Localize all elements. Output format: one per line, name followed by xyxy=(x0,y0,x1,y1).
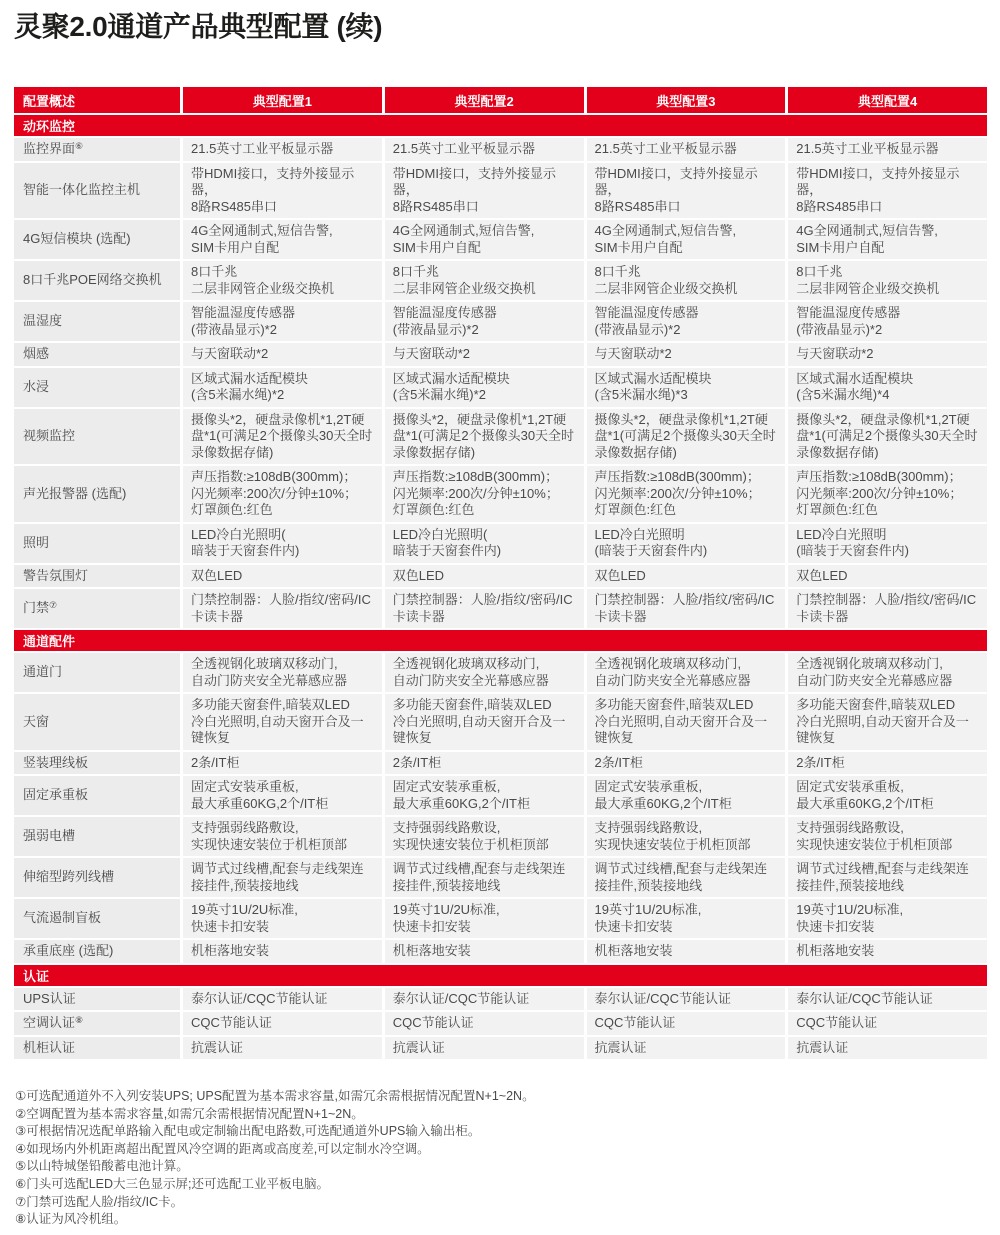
table-row xyxy=(14,466,987,522)
row-value: 智能温湿度传感器 (带液晶显示)*2 xyxy=(183,302,382,341)
row-value: 抗震认证 xyxy=(788,1037,987,1060)
row-value: 21.5英寸工业平板显示器 xyxy=(788,138,987,161)
row-value: 多功能天窗套件,暗装双LED 冷白光照明,自动天窗开合及一 键恢复 xyxy=(587,694,786,750)
row-value: 2条/IT柜 xyxy=(183,752,382,775)
header-cell-config-1: 典型配置1 xyxy=(183,87,382,113)
row-value: 泰尔认证/CQC节能认证 xyxy=(385,988,584,1011)
row-value: 区域式漏水适配模块 (含5米漏水绳)*2 xyxy=(183,368,382,407)
row-value: LED冷白光照明( 暗装于天窗套件内) xyxy=(183,524,382,563)
table-row xyxy=(14,368,987,407)
row-value: 机柜落地安装 xyxy=(385,940,584,963)
header-cell-config-3: 典型配置3 xyxy=(587,87,786,113)
config-table xyxy=(11,85,990,1061)
row-value: 全透视钢化玻璃双移动门, 自动门防夹安全光幕感应器 xyxy=(587,653,786,692)
row-value: 双色LED xyxy=(183,565,382,588)
row-value: 4G全网通制式,短信告警, SIM卡用户自配 xyxy=(183,220,382,259)
row-value: 双色LED xyxy=(587,565,786,588)
section-row xyxy=(14,115,987,136)
table-row xyxy=(14,343,987,366)
row-value: 全透视钢化玻璃双移动门, 自动门防夹安全光幕感应器 xyxy=(183,653,382,692)
row-value: 与天窗联动*2 xyxy=(183,343,382,366)
row-value: LED冷白光照明( 暗装于天窗套件内) xyxy=(385,524,584,563)
table-row xyxy=(14,988,987,1011)
row-value: 调节式过线槽,配套与走线架连 接挂件,预装接地线 xyxy=(587,858,786,897)
table-row xyxy=(14,858,987,897)
row-label: 8口千兆POE网络交换机 xyxy=(14,261,180,300)
table-row xyxy=(14,940,987,963)
row-label: 警告氛围灯 xyxy=(14,565,180,588)
footnotes xyxy=(15,1088,985,1229)
row-value: 双色LED xyxy=(385,565,584,588)
row-value: 调节式过线槽,配套与走线架连 接挂件,预装接地线 xyxy=(385,858,584,897)
row-value: 固定式安装承重板, 最大承重60KG,2个/IT柜 xyxy=(385,776,584,815)
row-label: 视频监控 xyxy=(14,409,180,465)
row-value: 19英寸1U/2U标准, 快速卡扣安装 xyxy=(788,899,987,938)
header-cell-overview: 配置概述 xyxy=(14,87,180,113)
row-value: 与天窗联动*2 xyxy=(587,343,786,366)
row-value: LED冷白光照明 (暗装于天窗套件内) xyxy=(788,524,987,563)
row-label: 气流遏制盲板 xyxy=(14,899,180,938)
table-row xyxy=(14,776,987,815)
row-value: 4G全网通制式,短信告警, SIM卡用户自配 xyxy=(385,220,584,259)
row-label: 伸缩型跨列线槽 xyxy=(14,858,180,897)
row-value: 多功能天窗套件,暗装双LED 冷白光照明,自动天窗开合及一 键恢复 xyxy=(788,694,987,750)
row-value: 抗震认证 xyxy=(183,1037,382,1060)
header-cell-config-4: 典型配置4 xyxy=(788,87,987,113)
row-value: 声压指数:≥108dB(300mm)； 闪光频率:200次/分钟±10%； 灯罩颜色:红色 xyxy=(183,466,382,522)
row-label: 智能一体化监控主机 xyxy=(14,163,180,219)
table-row xyxy=(14,302,987,341)
table-row xyxy=(14,163,987,219)
row-value: 摄像头*2，硬盘录像机*1,2T硬 盘*1(可满足2个摄像头30天全时 录像数据存储) xyxy=(788,409,987,465)
row-value: 支持强弱线路敷设, 实现快速安装位于机柜顶部 xyxy=(385,817,584,856)
row-value: 带HDMI接口，支持外接显示器， 8路RS485串口 xyxy=(385,163,584,219)
row-value: 19英寸1U/2U标准, 快速卡扣安装 xyxy=(587,899,786,938)
row-value: 抗震认证 xyxy=(587,1037,786,1060)
row-label: 通道门 xyxy=(14,653,180,692)
footnote-marker: ⑥ xyxy=(75,141,84,151)
row-value: 摄像头*2，硬盘录像机*1,2T硬 盘*1(可满足2个摄像头30天全时 录像数据存储) xyxy=(183,409,382,465)
table-row xyxy=(14,817,987,856)
row-value: 区域式漏水适配模块 (含5米漏水绳)*2 xyxy=(385,368,584,407)
row-value: 21.5英寸工业平板显示器 xyxy=(587,138,786,161)
row-label: 固定承重板 xyxy=(14,776,180,815)
row-value: 支持强弱线路敷设, 实现快速安装位于机柜顶部 xyxy=(788,817,987,856)
row-value: 19英寸1U/2U标准, 快速卡扣安装 xyxy=(183,899,382,938)
section-row xyxy=(14,630,987,651)
row-label: 天窗 xyxy=(14,694,180,750)
row-value: 智能温湿度传感器 (带液晶显示)*2 xyxy=(587,302,786,341)
section-row xyxy=(14,965,987,986)
row-value: 门禁控制器：人脸/指纹/密码/IC 卡读卡器 xyxy=(788,589,987,628)
row-value: 固定式安装承重板, 最大承重60KG,2个/IT柜 xyxy=(183,776,382,815)
page-title: 灵聚2.0通道产品典型配置 (续) xyxy=(14,11,383,42)
row-value: 机柜落地安装 xyxy=(788,940,987,963)
row-label: 照明 xyxy=(14,524,180,563)
row-value: LED冷白光照明 (暗装于天窗套件内) xyxy=(587,524,786,563)
row-value: 泰尔认证/CQC节能认证 xyxy=(587,988,786,1011)
row-value: CQC节能认证 xyxy=(587,1012,786,1035)
row-value: 调节式过线槽,配套与走线架连 接挂件,预装接地线 xyxy=(183,858,382,897)
row-value: 8口千兆 二层非网管企业级交换机 xyxy=(183,261,382,300)
table-row xyxy=(14,653,987,692)
row-value: CQC节能认证 xyxy=(385,1012,584,1035)
row-value: 8口千兆 二层非网管企业级交换机 xyxy=(587,261,786,300)
table-row xyxy=(14,752,987,775)
row-value: 调节式过线槽,配套与走线架连 接挂件,预装接地线 xyxy=(788,858,987,897)
row-value: 声压指数:≥108dB(300mm)； 闪光频率:200次/分钟±10%； 灯罩颜色:红色 xyxy=(587,466,786,522)
row-value: 固定式安装承重板, 最大承重60KG,2个/IT柜 xyxy=(788,776,987,815)
row-value: 抗震认证 xyxy=(385,1037,584,1060)
table-row xyxy=(14,694,987,750)
row-value: 双色LED xyxy=(788,565,987,588)
table-row xyxy=(14,220,987,259)
row-label: 强弱电槽 xyxy=(14,817,180,856)
config-table-header xyxy=(14,87,987,113)
footnote-line: ⑧认证为风冷机组。 xyxy=(15,1212,127,1227)
row-label: 声光报警器 (选配) xyxy=(14,466,180,522)
row-label: 空调认证⑧ xyxy=(14,1012,180,1035)
row-value: 21.5英寸工业平板显示器 xyxy=(385,138,584,161)
table-header-row xyxy=(14,87,987,113)
table-row xyxy=(14,1037,987,1060)
section-title-2: 认证 xyxy=(14,965,987,986)
row-label: 4G短信模块 (选配) xyxy=(14,220,180,259)
row-value: 区域式漏水适配模块 (含5米漏水绳)*4 xyxy=(788,368,987,407)
row-value: 带HDMI接口，支持外接显示器， 8路RS485串口 xyxy=(183,163,382,219)
table-row xyxy=(14,1012,987,1035)
row-value: 门禁控制器：人脸/指纹/密码/IC 卡读卡器 xyxy=(587,589,786,628)
footnote-line: ①可选配通道外不入列安装UPS; UPS配置为基本需求容量,如需冗余需根据情况配置N+1~2N。 xyxy=(15,1089,535,1103)
footnote-line: ②空调配置为基本需求容量,如需冗余需根据情况配置N+1~2N。 xyxy=(15,1106,364,1121)
table-row xyxy=(14,138,987,161)
footnote-line: ⑤以山特城堡铅酸蓄电池计算。 xyxy=(15,1159,189,1174)
row-value: 全透视钢化玻璃双移动门, 自动门防夹安全光幕感应器 xyxy=(385,653,584,692)
row-value: 门禁控制器：人脸/指纹/密码/IC 卡读卡器 xyxy=(385,589,584,628)
row-value: 摄像头*2，硬盘录像机*1,2T硬 盘*1(可满足2个摄像头30天全时 录像数据存储) xyxy=(587,409,786,465)
row-value: 支持强弱线路敷设, 实现快速安装位于机柜顶部 xyxy=(183,817,382,856)
table-row xyxy=(14,409,987,465)
row-value: 泰尔认证/CQC节能认证 xyxy=(788,988,987,1011)
row-value: 机柜落地安装 xyxy=(587,940,786,963)
footnote-line: ⑦门禁可选配人脸/指纹/IC卡。 xyxy=(15,1194,184,1209)
section-title-0: 动环监控 xyxy=(14,115,987,136)
row-label: 监控界面⑥ xyxy=(14,138,180,161)
row-value: 智能温湿度传感器 (带液晶显示)*2 xyxy=(385,302,584,341)
row-value: 8口千兆 二层非网管企业级交换机 xyxy=(788,261,987,300)
row-value: 4G全网通制式,短信告警, SIM卡用户自配 xyxy=(587,220,786,259)
row-value: 智能温湿度传感器 (带液晶显示)*2 xyxy=(788,302,987,341)
row-label: UPS认证 xyxy=(14,988,180,1011)
row-value: 机柜落地安装 xyxy=(183,940,382,963)
row-value: 带HDMI接口，支持外接显示器， 8路RS485串口 xyxy=(587,163,786,219)
row-value: 多功能天窗套件,暗装双LED 冷白光照明,自动天窗开合及一 键恢复 xyxy=(183,694,382,750)
row-value: 4G全网通制式,短信告警, SIM卡用户自配 xyxy=(788,220,987,259)
row-value: 带HDMI接口，支持外接显示器， 8路RS485串口 xyxy=(788,163,987,219)
row-value: CQC节能认证 xyxy=(788,1012,987,1035)
table-row xyxy=(14,565,987,588)
footnote-line: ⑥门头可选配LED大三色显示屏;还可选配工业平板电脑。 xyxy=(15,1176,329,1191)
row-value: 与天窗联动*2 xyxy=(385,343,584,366)
row-label: 温湿度 xyxy=(14,302,180,341)
row-value: 固定式安装承重板, 最大承重60KG,2个/IT柜 xyxy=(587,776,786,815)
row-value: 区域式漏水适配模块 (含5米漏水绳)*3 xyxy=(587,368,786,407)
footnote-marker: ⑦ xyxy=(49,600,58,611)
row-label: 竖装理线板 xyxy=(14,752,180,775)
row-label: 烟感 xyxy=(14,343,180,366)
table-row xyxy=(14,589,987,628)
row-value: 泰尔认证/CQC节能认证 xyxy=(183,988,382,1011)
row-value: 2条/IT柜 xyxy=(587,752,786,775)
row-value: 全透视钢化玻璃双移动门, 自动门防夹安全光幕感应器 xyxy=(788,653,987,692)
row-label: 门禁⑦ xyxy=(14,589,180,628)
footnote-line: ③可根据情况选配单路输入配电或定制输出配电路数,可选配通道外UPS输入输出柜。 xyxy=(15,1124,481,1139)
footnote-marker: ⑧ xyxy=(75,1015,84,1025)
footnote-line: ④如现场内外机距离超出配置风冷空调的距离或高度差,可以定制水冷空调。 xyxy=(15,1141,430,1156)
table-row xyxy=(14,524,987,563)
row-value: 8口千兆 二层非网管企业级交换机 xyxy=(385,261,584,300)
row-value: 19英寸1U/2U标准, 快速卡扣安装 xyxy=(385,899,584,938)
row-value: 支持强弱线路敷设, 实现快速安装位于机柜顶部 xyxy=(587,817,786,856)
row-value: 门禁控制器：人脸/指纹/密码/IC 卡读卡器 xyxy=(183,589,382,628)
row-value: 声压指数:≥108dB(300mm)； 闪光频率:200次/分钟±10%； 灯罩颜色:红色 xyxy=(788,466,987,522)
row-value: 声压指数:≥108dB(300mm)； 闪光频率:200次/分钟±10%； 灯罩颜色:红色 xyxy=(385,466,584,522)
row-value: 多功能天窗套件,暗装双LED 冷白光照明,自动天窗开合及一 键恢复 xyxy=(385,694,584,750)
table-row xyxy=(14,899,987,938)
section-title-1: 通道配件 xyxy=(14,630,987,651)
row-value: 2条/IT柜 xyxy=(385,752,584,775)
row-label: 水浸 xyxy=(14,368,180,407)
row-value: 摄像头*2，硬盘录像机*1,2T硬 盘*1(可满足2个摄像头30天全时 录像数据存储) xyxy=(385,409,584,465)
row-label: 承重底座 (选配) xyxy=(14,940,180,963)
row-value: CQC节能认证 xyxy=(183,1012,382,1035)
header-cell-config-2: 典型配置2 xyxy=(385,87,584,113)
row-label: 机柜认证 xyxy=(14,1037,180,1060)
config-table-body xyxy=(14,115,987,1059)
row-value: 21.5英寸工业平板显示器 xyxy=(183,138,382,161)
row-value: 与天窗联动*2 xyxy=(788,343,987,366)
table-row xyxy=(14,261,987,300)
row-value: 2条/IT柜 xyxy=(788,752,987,775)
